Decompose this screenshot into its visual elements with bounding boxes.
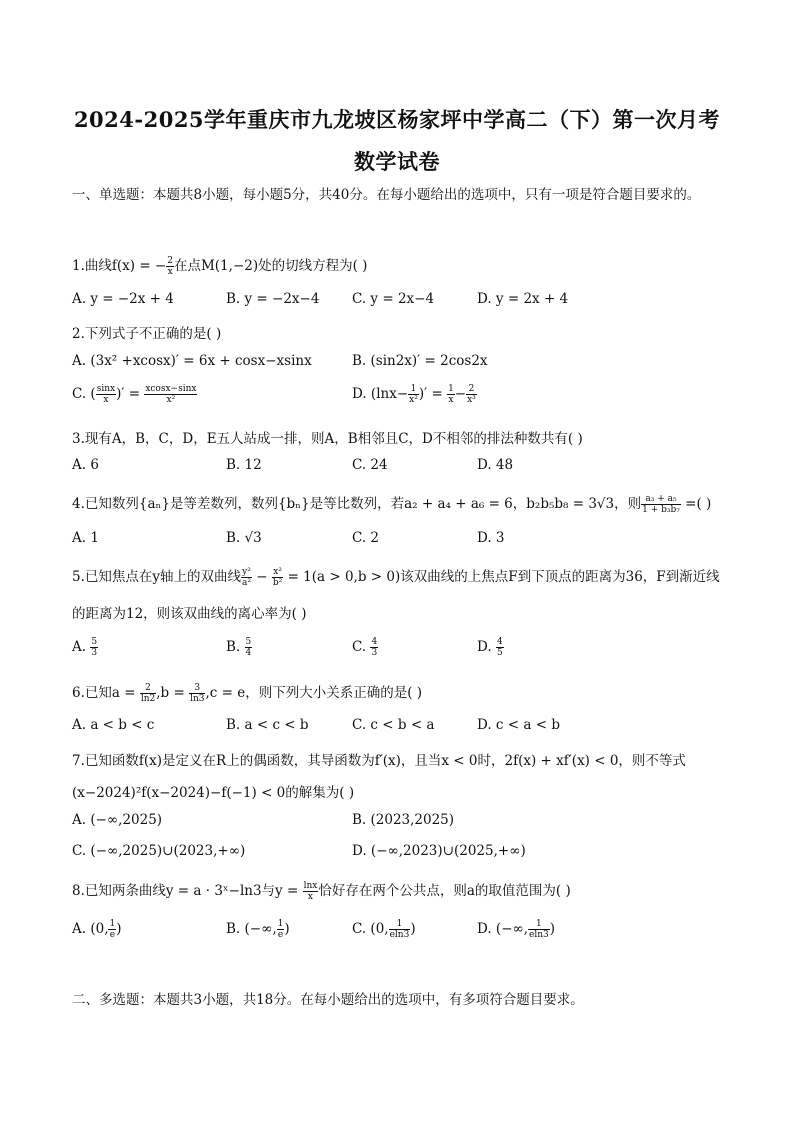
q4-fraction: $\frac{\text{a₃ + a₅}}{\text{1 + b₃b₇}}$ [642, 494, 680, 515]
q5-option-c: C. $\frac{4}{3}$ [352, 637, 378, 658]
q4-option-c: C. 2 [352, 530, 380, 546]
question-7-line-2: (x−2024)²f(x−2024)−f(−1) < 0的解集为( ) [72, 785, 355, 801]
q5-option-b: B. $\frac{5}{4}$ [226, 637, 252, 658]
q6-option-b: B. a < c < b [226, 717, 309, 733]
question-2: 2.下列式子不正确的是( ) [72, 326, 222, 342]
question-1 [72, 254, 732, 277]
section-2-header: 二、多选题：本题共3小题，共18分。在每小题给出的选项中，有多项符合题目要求。 [72, 992, 584, 1008]
q4-option-d: D. 3 [477, 530, 505, 546]
q2-option-a: A. (3x² +xcosx)′ = 6x + cosx−xsinx [72, 353, 312, 369]
q1-stem-b: 在点M(1,−2)处的切线方程为( ) [173, 258, 368, 274]
q4-option-a: A. 1 [72, 530, 99, 546]
q2-option-d: D. (lnx− $\frac{1}{\text{x²}}$ )′ = $\frac{1}{x}$ − $\frac{2}{\text{x³}}$ [352, 384, 476, 405]
q7-option-c: C. (−∞,2025)∪(2023,+∞) [72, 843, 246, 859]
question-4: 4.已知数列{aₙ}是等差数列，数列{bₙ}是等比数列，若a₂ + a₄ + a₆ = 6，b₂b₅b₈ = 3√3，则 $\frac{\text{a₃ + a₅}}{\text{1 + b₃b₇}}$ =( ) [72, 494, 712, 515]
question-6: 6.已知a = $\frac{2}{\ln 2}$ ,b = $\frac{3}{\ln 3}$ ,c = e，则下列大小关系正确的是( ) [72, 683, 423, 704]
q2-option-c: C. ( $\frac{\sin x}{x}$ )′ = $\frac{xcosx-\sin x}{\text{x²}}$ [72, 384, 197, 405]
q8-option-b: B. (−∞, $\frac{1}{e}$ ) [226, 919, 290, 940]
question-5-line-2: 的距离为12，则该双曲线的离心率为( ) [72, 606, 307, 622]
q1-option-c: C. y = 2x−4 [352, 291, 435, 307]
q1-fraction: $\frac{2}{x}$ [167, 256, 173, 277]
question-8: 8.已知两条曲线y = a · 3ˣ−ln3与y = $\frac{\ln x}{x}$ 恰好存在两个公共点，则a的取值范围为( ) [72, 881, 571, 902]
exam-subtitle: 数学试卷 [354, 149, 440, 174]
q1-option-d: D. y = 2x + 4 [477, 291, 569, 307]
question-7: 7.已知函数f(x)是定义在R上的偶函数，其导函数为f′(x)，且当x < 0时，2f(x) + xf′(x) < 0，则不等式 [72, 753, 686, 769]
q3-option-b: B. 12 [226, 457, 262, 473]
q8-option-d: D. (−∞, $\frac{1}{eln3}$ ) [477, 919, 556, 940]
q1-option-a: A. y = −2x + 4 [72, 291, 174, 307]
q5-option-d: D. $\frac{4}{5}$ [477, 637, 503, 658]
q3-option-a: A. 6 [72, 457, 99, 473]
q7-option-a: A. (−∞,2025) [72, 812, 163, 828]
q8-option-a: A. (0, $\frac{1}{e}$ ) [72, 919, 122, 940]
q3-option-d: D. 48 [477, 457, 514, 473]
q6-option-c: C. c < b < a [352, 717, 435, 733]
q1-option-b: B. y = −2x−4 [226, 291, 320, 307]
q1-stem-a: 1.曲线f(x) = − [72, 258, 167, 274]
question-5: 5.已知焦点在y轴上的双曲线 $\frac{\text{y²}}{\text{a²}}$ − $\frac{\text{x²}}{\text{b²}}$ = 1(a > 0,b > 0)该双曲线的上焦点F到下顶点的距离为36，F到渐近线 [72, 567, 720, 588]
q6-option-d: D. c < a < b [477, 717, 560, 733]
q7-option-d: D. (−∞,2023)∪(2025,+∞) [352, 843, 526, 859]
question-3: 3.现有A，B，C，D，E五人站成一排，则A，B相邻且C，D不相邻的排法种数共有( ) [72, 431, 583, 447]
q6-option-a: A. a < b < c [72, 717, 155, 733]
q7-option-b: B. (2023,2025) [352, 812, 455, 828]
q4-option-b: B. √3 [226, 530, 262, 546]
exam-title: 2024-2025学年重庆市九龙坡区杨家坪中学高二（下）第一次月考 [73, 107, 721, 132]
q2-option-b: B. (sin2x)′ = 2cos2x [352, 353, 488, 369]
section-1-header: 一、单选题：本题共8小题，每小题5分，共40分。在每小题给出的选项中，只有一项是符合题目要求的。 [72, 187, 701, 203]
q5-option-a: A. $\frac{5}{3}$ [72, 637, 98, 658]
q3-option-c: C. 24 [352, 457, 388, 473]
q8-option-c: C. (0, $\frac{1}{eln3}$ ) [352, 919, 416, 940]
